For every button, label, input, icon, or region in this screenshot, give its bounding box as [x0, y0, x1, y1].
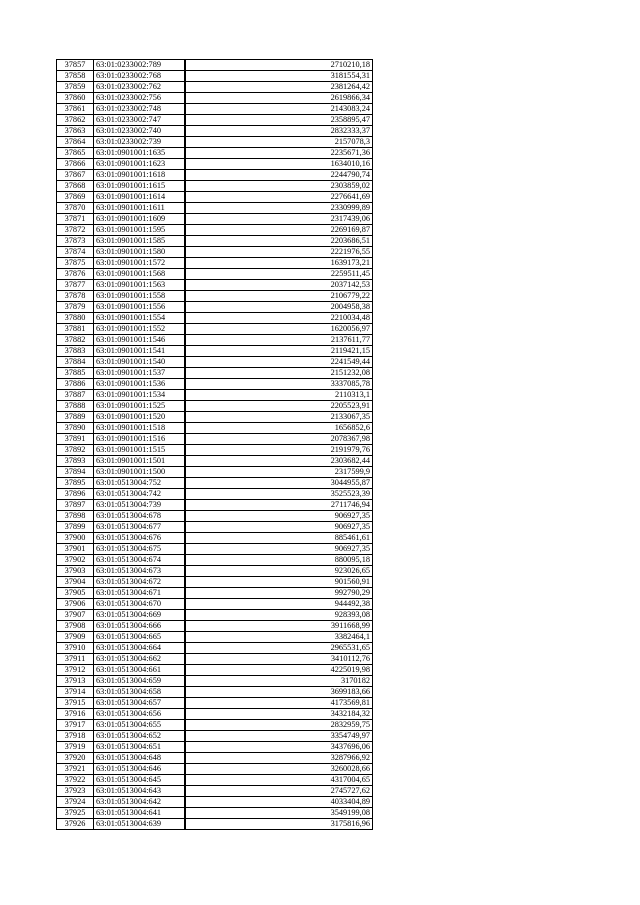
cadastral-number: 63:01:0901001:1518 — [94, 423, 185, 434]
table-row — [57, 368, 373, 379]
table-row — [57, 566, 373, 577]
row-number: 37914 — [57, 687, 94, 698]
cadastral-number: 63:01:0901001:1554 — [94, 313, 185, 324]
cadastral-value: 928393,08 — [185, 610, 373, 621]
cadastral-value: 2151232,08 — [185, 368, 373, 379]
table-row — [57, 819, 373, 830]
table-row — [57, 390, 373, 401]
cadastral-value: 2330999,89 — [185, 203, 373, 214]
table-row — [57, 742, 373, 753]
table-row — [57, 522, 373, 533]
cadastral-number: 63:01:0513004:672 — [94, 577, 185, 588]
table-row — [57, 621, 373, 632]
row-number: 37910 — [57, 643, 94, 654]
table-row — [57, 478, 373, 489]
cadastral-number: 63:01:0901001:1568 — [94, 269, 185, 280]
cadastral-number: 63:01:0901001:1611 — [94, 203, 185, 214]
table-row — [57, 115, 373, 126]
table-row — [57, 599, 373, 610]
table-row — [57, 632, 373, 643]
row-number: 37926 — [57, 819, 94, 830]
cadastral-value: 4317004,65 — [185, 775, 373, 786]
table-row — [57, 60, 373, 71]
cadastral-value: 2381264,42 — [185, 82, 373, 93]
table-row — [57, 170, 373, 181]
row-number: 37866 — [57, 159, 94, 170]
cadastral-value: 4173569,81 — [185, 698, 373, 709]
row-number: 37864 — [57, 137, 94, 148]
table-row — [57, 687, 373, 698]
row-number: 37891 — [57, 434, 94, 445]
cadastral-number: 63:01:0513004:665 — [94, 632, 185, 643]
cadastral-number: 63:01:0901001:1618 — [94, 170, 185, 181]
cadastral-value: 4033404,89 — [185, 797, 373, 808]
row-number: 37903 — [57, 566, 94, 577]
cadastral-number: 63:01:0901001:1572 — [94, 258, 185, 269]
cadastral-number: 63:01:0901001:1563 — [94, 280, 185, 291]
cadastral-number: 63:01:0901001:1515 — [94, 445, 185, 456]
cadastral-number: 63:01:0901001:1580 — [94, 247, 185, 258]
cadastral-value: 944492,38 — [185, 599, 373, 610]
cadastral-number: 63:01:0901001:1558 — [94, 291, 185, 302]
cadastral-number: 63:01:0513004:662 — [94, 654, 185, 665]
row-number: 37895 — [57, 478, 94, 489]
row-number: 37888 — [57, 401, 94, 412]
table-row — [57, 357, 373, 368]
row-number: 37883 — [57, 346, 94, 357]
row-number: 37901 — [57, 544, 94, 555]
table-row — [57, 775, 373, 786]
row-number: 37912 — [57, 665, 94, 676]
cadastral-value: 2965531,65 — [185, 643, 373, 654]
cadastral-number: 63:01:0513004:677 — [94, 522, 185, 533]
cadastral-number: 63:01:0901001:1516 — [94, 434, 185, 445]
table-row — [57, 379, 373, 390]
table-row — [57, 698, 373, 709]
row-number: 37919 — [57, 742, 94, 753]
table-row — [57, 247, 373, 258]
cadastral-value: 2221976,55 — [185, 247, 373, 258]
table-row — [57, 126, 373, 137]
table-row — [57, 489, 373, 500]
table-row — [57, 654, 373, 665]
row-number: 37922 — [57, 775, 94, 786]
cadastral-number: 63:01:0901001:1525 — [94, 401, 185, 412]
cadastral-number: 63:01:0513004:675 — [94, 544, 185, 555]
cadastral-value: 2710210,18 — [185, 60, 373, 71]
cadastral-value: 885461,61 — [185, 533, 373, 544]
table-row — [57, 335, 373, 346]
cadastral-value: 2137611,77 — [185, 335, 373, 346]
row-number: 37909 — [57, 632, 94, 643]
row-number: 37876 — [57, 269, 94, 280]
row-number: 37892 — [57, 445, 94, 456]
row-number: 37863 — [57, 126, 94, 137]
table-row — [57, 731, 373, 742]
row-number: 37921 — [57, 764, 94, 775]
table-row — [57, 203, 373, 214]
cadastral-number: 63:01:0513004:669 — [94, 610, 185, 621]
cadastral-number: 63:01:0513004:639 — [94, 819, 185, 830]
cadastral-number: 63:01:0513004:656 — [94, 709, 185, 720]
cadastral-number: 63:01:0901001:1534 — [94, 390, 185, 401]
cadastral-value: 3549199,08 — [185, 808, 373, 819]
cadastral-number: 63:01:0901001:1500 — [94, 467, 185, 478]
cadastral-value: 2269169,87 — [185, 225, 373, 236]
cadastral-value: 3044955,87 — [185, 478, 373, 489]
cadastral-number: 63:01:0513004:666 — [94, 621, 185, 632]
row-number: 37915 — [57, 698, 94, 709]
table-row — [57, 511, 373, 522]
cadastral-value: 3260028,66 — [185, 764, 373, 775]
table-row — [57, 192, 373, 203]
cadastral-value: 2244790,74 — [185, 170, 373, 181]
cadastral-number: 63:01:0513004:658 — [94, 687, 185, 698]
cadastral-value: 3337085,78 — [185, 379, 373, 390]
row-number: 37869 — [57, 192, 94, 203]
cadastral-value: 3354749,97 — [185, 731, 373, 742]
cadastral-value: 2235671,36 — [185, 148, 373, 159]
cadastral-number: 63:01:0513004:739 — [94, 500, 185, 511]
cadastral-value: 2303859,02 — [185, 181, 373, 192]
cadastral-value: 2078367,98 — [185, 434, 373, 445]
cadastral-value: 2832959,75 — [185, 720, 373, 731]
cadastral-number: 63:01:0233002:739 — [94, 137, 185, 148]
row-number: 37870 — [57, 203, 94, 214]
row-number: 37868 — [57, 181, 94, 192]
cadastral-value: 2110313,1 — [185, 390, 373, 401]
row-number: 37877 — [57, 280, 94, 291]
row-number: 37896 — [57, 489, 94, 500]
table-row — [57, 445, 373, 456]
row-number: 37918 — [57, 731, 94, 742]
cadastral-value: 901560,91 — [185, 577, 373, 588]
cadastral-number: 63:01:0233002:789 — [94, 60, 185, 71]
cadastral-value: 923026,65 — [185, 566, 373, 577]
row-number: 37890 — [57, 423, 94, 434]
cadastral-number: 63:01:0901001:1541 — [94, 346, 185, 357]
table-row — [57, 643, 373, 654]
cadastral-value: 1620056,97 — [185, 324, 373, 335]
cadastral-number: 63:01:0901001:1614 — [94, 192, 185, 203]
cadastral-value: 3432184,32 — [185, 709, 373, 720]
cadastral-number: 63:01:0233002:768 — [94, 71, 185, 82]
table-row — [57, 291, 373, 302]
cadastral-value: 2317599,9 — [185, 467, 373, 478]
table-row — [57, 71, 373, 82]
cadastral-number: 63:01:0513004:673 — [94, 566, 185, 577]
cadastral-number: 63:01:0513004:676 — [94, 533, 185, 544]
cadastral-value: 906927,35 — [185, 544, 373, 555]
table-row — [57, 709, 373, 720]
table-row — [57, 412, 373, 423]
cadastral-number: 63:01:0901001:1536 — [94, 379, 185, 390]
table-row — [57, 577, 373, 588]
row-number: 37911 — [57, 654, 94, 665]
table-row — [57, 808, 373, 819]
row-number: 37878 — [57, 291, 94, 302]
table-row — [57, 346, 373, 357]
cadastral-value: 2711746,94 — [185, 500, 373, 511]
cadastral-value: 2133067,35 — [185, 412, 373, 423]
cadastral-value: 3175816,96 — [185, 819, 373, 830]
cadastral-value: 2210034,48 — [185, 313, 373, 324]
row-number: 37867 — [57, 170, 94, 181]
cadastral-value: 3410112,76 — [185, 654, 373, 665]
row-number: 37889 — [57, 412, 94, 423]
row-number: 37898 — [57, 511, 94, 522]
row-number: 37875 — [57, 258, 94, 269]
row-number: 37885 — [57, 368, 94, 379]
table-row — [57, 423, 373, 434]
table-row — [57, 401, 373, 412]
cadastral-value: 3287966,92 — [185, 753, 373, 764]
row-number: 37860 — [57, 93, 94, 104]
cadastral-value: 2241549,44 — [185, 357, 373, 368]
cadastral-number: 63:01:0513004:643 — [94, 786, 185, 797]
table-row — [57, 753, 373, 764]
cadastral-value: 2004958,38 — [185, 302, 373, 313]
cadastral-number: 63:01:0233002:762 — [94, 82, 185, 93]
row-number: 37907 — [57, 610, 94, 621]
cadastral-value: 1639173,21 — [185, 258, 373, 269]
row-number: 37902 — [57, 555, 94, 566]
cadastral-number: 63:01:0513004:674 — [94, 555, 185, 566]
cadastral-number: 63:01:0901001:1537 — [94, 368, 185, 379]
cadastral-value: 2191979,76 — [185, 445, 373, 456]
cadastral-value: 2106779,22 — [185, 291, 373, 302]
table-row — [57, 610, 373, 621]
cadastral-number: 63:01:0513004:752 — [94, 478, 185, 489]
table-row — [57, 148, 373, 159]
cadastral-value: 2037142,53 — [185, 280, 373, 291]
cadastral-value: 2157078,3 — [185, 137, 373, 148]
cadastral-number: 63:01:0901001:1556 — [94, 302, 185, 313]
row-number: 37894 — [57, 467, 94, 478]
cadastral-number: 63:01:0513004:678 — [94, 511, 185, 522]
row-number: 37920 — [57, 753, 94, 764]
cadastral-value: 992790,29 — [185, 588, 373, 599]
row-number: 37879 — [57, 302, 94, 313]
cadastral-value: 1656852,6 — [185, 423, 373, 434]
row-number: 37913 — [57, 676, 94, 687]
row-number: 37884 — [57, 357, 94, 368]
cadastral-value: 3382464,1 — [185, 632, 373, 643]
row-number: 37923 — [57, 786, 94, 797]
row-number: 37874 — [57, 247, 94, 258]
table-row — [57, 456, 373, 467]
table-row — [57, 764, 373, 775]
row-number: 37862 — [57, 115, 94, 126]
cadastral-number: 63:01:0901001:1623 — [94, 159, 185, 170]
row-number: 37917 — [57, 720, 94, 731]
cadastral-number: 63:01:0901001:1552 — [94, 324, 185, 335]
cadastral-value: 3181554,31 — [185, 71, 373, 82]
cadastral-number: 63:01:0513004:742 — [94, 489, 185, 500]
cadastral-value: 3170182 — [185, 676, 373, 687]
row-number: 37880 — [57, 313, 94, 324]
table-row — [57, 104, 373, 115]
cadastral-number: 63:01:0513004:642 — [94, 797, 185, 808]
cadastral-number: 63:01:0513004:664 — [94, 643, 185, 654]
row-number: 37887 — [57, 390, 94, 401]
cadastral-number: 63:01:0513004:648 — [94, 753, 185, 764]
cadastral-number: 63:01:0901001:1546 — [94, 335, 185, 346]
row-number: 37865 — [57, 148, 94, 159]
cadastral-value: 2832333,37 — [185, 126, 373, 137]
cadastral-value: 2317439,06 — [185, 214, 373, 225]
cadastral-number: 63:01:0513004:657 — [94, 698, 185, 709]
table-row — [57, 720, 373, 731]
row-number: 37882 — [57, 335, 94, 346]
cadastral-value: 3699183,66 — [185, 687, 373, 698]
row-number: 37899 — [57, 522, 94, 533]
cadastral-number: 63:01:0513004:652 — [94, 731, 185, 742]
cadastral-number: 63:01:0901001:1635 — [94, 148, 185, 159]
cadastral-value: 3437696,06 — [185, 742, 373, 753]
cadastral-value: 880095,18 — [185, 555, 373, 566]
cadastral-number: 63:01:0901001:1609 — [94, 214, 185, 225]
table-row — [57, 324, 373, 335]
cadastral-number: 63:01:0513004:645 — [94, 775, 185, 786]
table-row — [57, 467, 373, 478]
data-table — [56, 59, 373, 830]
row-number: 37857 — [57, 60, 94, 71]
row-number: 37881 — [57, 324, 94, 335]
row-number: 37900 — [57, 533, 94, 544]
cadastral-value: 2745727,62 — [185, 786, 373, 797]
cadastral-value: 2259511,45 — [185, 269, 373, 280]
cadastral-number: 63:01:0233002:747 — [94, 115, 185, 126]
cadastral-number: 63:01:0513004:651 — [94, 742, 185, 753]
cadastral-number: 63:01:0513004:655 — [94, 720, 185, 731]
row-number: 37861 — [57, 104, 94, 115]
table-row — [57, 313, 373, 324]
cadastral-value: 2143083,24 — [185, 104, 373, 115]
row-number: 37916 — [57, 709, 94, 720]
table-row — [57, 665, 373, 676]
cadastral-value: 2358895,47 — [185, 115, 373, 126]
cadastral-number: 63:01:0901001:1585 — [94, 236, 185, 247]
cadastral-value: 1634010,16 — [185, 159, 373, 170]
table-row — [57, 786, 373, 797]
cadastral-value: 2276641,69 — [185, 192, 373, 203]
row-number: 37897 — [57, 500, 94, 511]
table-body — [57, 60, 373, 830]
table-row — [57, 676, 373, 687]
table-row — [57, 236, 373, 247]
cadastral-value: 2203686,51 — [185, 236, 373, 247]
table-row — [57, 225, 373, 236]
cadastral-number: 63:01:0513004:641 — [94, 808, 185, 819]
cadastral-number: 63:01:0233002:756 — [94, 93, 185, 104]
row-number: 37904 — [57, 577, 94, 588]
row-number: 37905 — [57, 588, 94, 599]
row-number: 37873 — [57, 236, 94, 247]
row-number: 37908 — [57, 621, 94, 632]
table-row — [57, 93, 373, 104]
table-row — [57, 533, 373, 544]
cadastral-value: 3525523,39 — [185, 489, 373, 500]
row-number: 37925 — [57, 808, 94, 819]
cadastral-number: 63:01:0901001:1520 — [94, 412, 185, 423]
cadastral-number: 63:01:0513004:659 — [94, 676, 185, 687]
cadastral-number: 63:01:0513004:661 — [94, 665, 185, 676]
table-row — [57, 434, 373, 445]
cadastral-value: 2205523,91 — [185, 401, 373, 412]
cadastral-number: 63:01:0513004:646 — [94, 764, 185, 775]
cadastral-value: 4225019,98 — [185, 665, 373, 676]
row-number: 37872 — [57, 225, 94, 236]
cadastral-number: 63:01:0901001:1540 — [94, 357, 185, 368]
table-row — [57, 181, 373, 192]
cadastral-value: 2303682,44 — [185, 456, 373, 467]
row-number: 37924 — [57, 797, 94, 808]
row-number: 37906 — [57, 599, 94, 610]
table-row — [57, 137, 373, 148]
cadastral-number: 63:01:0513004:670 — [94, 599, 185, 610]
cadastral-value: 2619866,34 — [185, 93, 373, 104]
table-row — [57, 269, 373, 280]
table-row — [57, 214, 373, 225]
cadastral-number: 63:01:0233002:748 — [94, 104, 185, 115]
cadastral-value: 906927,35 — [185, 511, 373, 522]
table-row — [57, 82, 373, 93]
table-row — [57, 588, 373, 599]
cadastral-value: 906927,35 — [185, 522, 373, 533]
table-row — [57, 544, 373, 555]
table-row — [57, 159, 373, 170]
cadastral-number: 63:01:0901001:1501 — [94, 456, 185, 467]
table-row — [57, 797, 373, 808]
row-number: 37886 — [57, 379, 94, 390]
cadastral-value: 2119421,15 — [185, 346, 373, 357]
cadastral-number: 63:01:0901001:1595 — [94, 225, 185, 236]
table-row — [57, 302, 373, 313]
cadastral-number: 63:01:0901001:1615 — [94, 181, 185, 192]
cadastral-value: 3911668,99 — [185, 621, 373, 632]
table-row — [57, 280, 373, 291]
row-number: 37871 — [57, 214, 94, 225]
table-row — [57, 500, 373, 511]
cadastral-number: 63:01:0513004:671 — [94, 588, 185, 599]
row-number: 37859 — [57, 82, 94, 93]
cadastral-number: 63:01:0233002:740 — [94, 126, 185, 137]
table-row — [57, 555, 373, 566]
row-number: 37858 — [57, 71, 94, 82]
table-row — [57, 258, 373, 269]
row-number: 37893 — [57, 456, 94, 467]
